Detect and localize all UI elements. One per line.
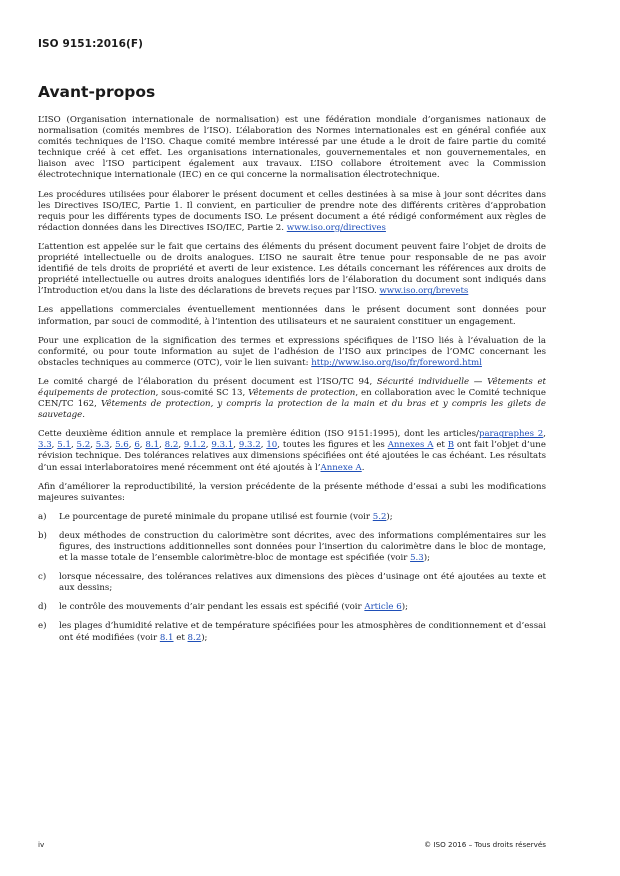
article-ref-link[interactable]: 5.2: [76, 440, 91, 451]
paragraph-edition: Cette deuxième édition annule et remplace la première édition (ISO 9151:1995), dont les articles/paragraphes 2, 3.3, 5.1, 5.2, 5.3, 5.6, 6, 8.1, 8.2, 9.1.2, 9.3.1, 9.3.2, 10, toutes les figures et les Annexes A et B ont fait l’objet d’une révision technique. Des tolérances relatives aux dimensions spécifiées ont été ajoutées le cas échéant. Les résultats d’un essai interlaboratoires mené récemment ont été ajoutés à l’Annexe A.: [38, 429, 546, 473]
ref-link-8-2[interactable]: 8.2: [187, 632, 202, 643]
page-number: iv: [38, 840, 45, 849]
list-item: e) les plages d’humidité relative et de température spécifiées pour les atmosphères de conditionnement et d’essai ont été modifiées (voir 8.1 et 8.2);: [38, 621, 547, 643]
list-item: a) Le pourcentage de pureté minimale du propane utilisé est fournie (voir 5.2);: [38, 511, 393, 522]
annexe-b-link[interactable]: B: [447, 440, 455, 451]
paragraph-procedures: Les procédures utilisées pour élaborer le présent document et celles destinées à sa mise à jour sont décrites dans les Directives ISO/IEC, Partie 1. Il convient, en particulier de prendre note des différents critères d’approbation requis pour les différents types de documents ISO. Le présent document a été rédigé conformément aux règles de rédaction données dans les Directives ISO/IEC, Partie 2. www.iso.org/directives: [38, 189, 546, 233]
list-marker: c): [38, 572, 47, 583]
page-footer: [38, 840, 546, 849]
list-item: d) le contrôle des mouvements d’air pendant les essais est spécifié (voir Article 6);: [38, 602, 408, 613]
paragraph-conformity: Pour une explication de la signification des termes et expressions spécifiques de l’ISO liés à l’évaluation de la conformité, ou pour toute information au sujet de l’adhésion de l’ISO aux principes de l’OMC concernant les obstacles techniques au commerce (OTC), voir le lien suivant: http://www.iso.org/iso/fr/foreword.html: [38, 335, 546, 368]
list-marker: b): [38, 530, 47, 541]
list-marker: d): [38, 602, 47, 613]
ref-link-article-6[interactable]: Article 6: [364, 602, 402, 613]
annexes-a-link[interactable]: Annexes A: [387, 440, 434, 451]
annexe-a-link[interactable]: Annexe A: [320, 462, 362, 473]
directives-link[interactable]: www.iso.org/directives: [286, 222, 386, 233]
section-title: Avant-propos: [38, 83, 156, 101]
article-references: paragraphes 2, 3.3, 5.1, 5.2, 5.3, 5.6, 6, 8.1, 8.2, 9.1.2, 9.3.1, 9.3.2, 10: [38, 429, 546, 451]
paragraph-committee: Le comité chargé de l’élaboration du présent document est l’ISO/TC 94, Sécurité individuelle — Vêtements et équipements de protection, sous-comité SC 13, Vêtements de protection, en collaboration avec le Comité technique CEN/TC 162, Vêtements de protection, y compris la protection de la main et du bras et y compris les gilets de sauvetage.: [38, 376, 546, 421]
article-ref-link[interactable]: 9.3.1: [211, 440, 234, 451]
copyright-notice: © ISO 2016 – Tous droits réservés: [423, 840, 546, 849]
article-ref-link[interactable]: 9.3.2: [238, 440, 261, 451]
brevets-link[interactable]: www.iso.org/brevets: [379, 286, 469, 297]
article-ref-link[interactable]: 3.3: [38, 440, 52, 451]
article-ref-link[interactable]: 5.6: [115, 440, 129, 451]
document-page: [38, 38, 546, 652]
paragraph-patents: L’attention est appelée sur le fait que certains des éléments du présent document peuvent faire l’objet de droits de propriété intellectuelle ou de droits analogues. L’ISO ne saurait être tenue pour responsable de ne pas avoir identifié de tels droits de propriété et averti de leur existence. Les détails concernant les références aux droits de propriété intellectuelle ou autres droits analogues identifiés lors de l’élaboration du document sont indiqués dans l’Introduction et/ou dans la liste des déclarations de brevets reçues par l’ISO. www.iso.org/brevets: [38, 241, 546, 297]
document-reference: ISO 9151:2016(F): [38, 38, 144, 50]
modifications-list: [38, 512, 546, 644]
list-marker: a): [38, 511, 47, 522]
ref-link-5-2[interactable]: 5.2: [372, 511, 387, 522]
ref-link-5-3[interactable]: 5.3: [410, 553, 424, 564]
ref-link-8-1[interactable]: 8.1: [159, 632, 174, 643]
article-ref-link[interactable]: 8.2: [164, 440, 179, 451]
article-ref-link[interactable]: 8.1: [145, 440, 160, 451]
paragraph-iso-intro: L’ISO (Organisation internationale de normalisation) est une fédération mondiale d’organismes nationaux de normalisation (comités membres de l’ISO). L’élaboration des Normes internationales est en général confiée aux comités techniques de l’ISO. Chaque comité membre intéressé par une étude a le droit de faire partie du comité technique créé à cet effet. Les organisations internationales, gouvernementales et non gouvernementales, en liaison avec l’ISO participent également aux travaux. L’ISO collabore étroitement avec la Commission électrotechnique internationale (IEC) en ce qui concerne la normalisation électrotechnique.: [38, 115, 546, 181]
article-ref-link[interactable]: 5.3: [95, 440, 110, 451]
list-marker: e): [38, 621, 47, 632]
article-ref-link[interactable]: 5.1: [57, 440, 71, 451]
paragraph-trade-names: Les appellations commerciales éventuellement mentionnées dans le présent document sont données pour information, par souci de commodité, à l’intention des utilisateurs et ne sauraient constituer un engagement.: [38, 305, 546, 327]
article-ref-link[interactable]: paragraphes 2: [478, 429, 544, 440]
list-item: b) deux méthodes de construction du calorimètre sont décrites, avec des informations complémentaires sur les figures, des instructions additionnelles sont données pour l’insertion du calorimètre dans le bloc de montage, et la masse totale de l’ensemble calorimètre-bloc de montage est spécifiée (voir 5.3);: [38, 530, 546, 564]
list-item: c) lorsque nécessaire, des tolérances relatives aux dimensions des pièces d’usinage ont été ajoutées au texte et aux dessins;: [38, 572, 546, 594]
article-ref-link[interactable]: 9.1.2: [183, 440, 206, 451]
article-ref-link[interactable]: 10: [266, 440, 278, 451]
foreword-link[interactable]: http://www.iso.org/iso/fr/foreword.html: [311, 357, 482, 368]
article-ref-link[interactable]: 6: [134, 440, 140, 451]
paragraph-modifications: Afin d’améliorer la reproductibilité, la version précédente de la présente méthode d’essai a subi les modifications majeures suivantes:: [38, 481, 546, 503]
